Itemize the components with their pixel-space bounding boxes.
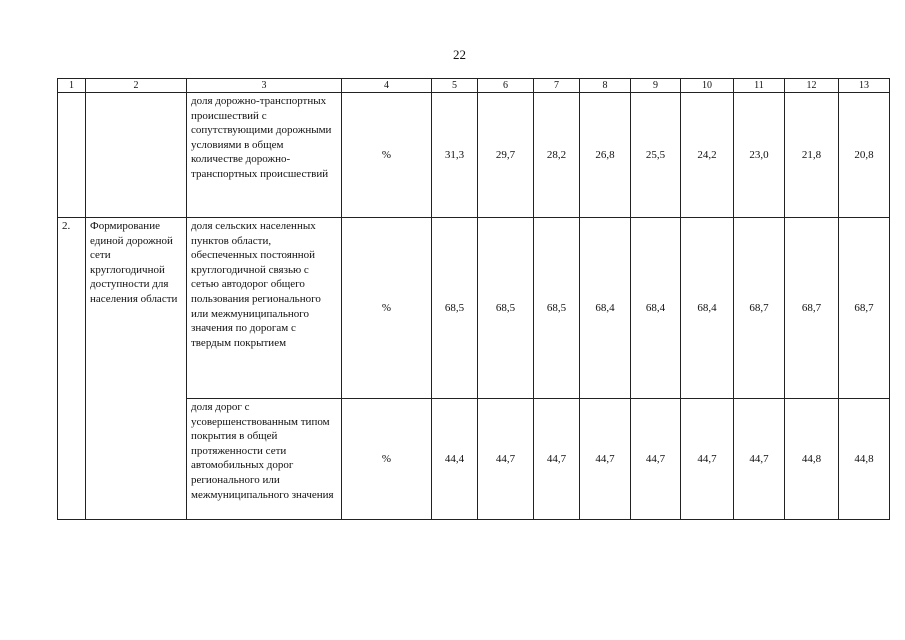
column-header: 8 (580, 79, 631, 93)
value-cell: 44,8 (785, 399, 839, 520)
value-cell: 21,8 (785, 93, 839, 218)
value-cell: 44,7 (681, 399, 734, 520)
indicators-table (57, 78, 890, 520)
indicator-cell: доля дорог с усовершенствованным типом покрытия в общей протяженности сети автомобильных дорог регионального или межмуниципального значения (187, 399, 342, 520)
value-cell: 44,4 (432, 399, 478, 520)
value-cell: 68,5 (432, 218, 478, 399)
value-cell: 31,3 (432, 93, 478, 218)
indicator-cell: доля дорожно-транспортных происшествий с сопутствующими дорожными условиями в общем количестве дорожно-транспортных происшествий (187, 93, 342, 218)
value-cell: 24,2 (681, 93, 734, 218)
page-number: 22 (453, 47, 466, 62)
value-cell: 68,4 (631, 218, 681, 399)
column-header: 7 (534, 79, 580, 93)
task-cell (86, 93, 187, 218)
column-header: 12 (785, 79, 839, 93)
row-number-cell: 2. (58, 218, 86, 520)
value-cell: 44,8 (839, 399, 890, 520)
value-cell: 68,7 (785, 218, 839, 399)
value-cell: 68,7 (734, 218, 785, 399)
value-cell: 68,4 (580, 218, 631, 399)
column-header: 10 (681, 79, 734, 93)
value-cell: 28,2 (534, 93, 580, 218)
value-cell: 44,7 (580, 399, 631, 520)
value-cell: 23,0 (734, 93, 785, 218)
column-header: 9 (631, 79, 681, 93)
unit-cell: % (342, 218, 432, 399)
value-cell: 44,7 (534, 399, 580, 520)
row-number-cell (58, 93, 86, 218)
column-header: 4 (342, 79, 432, 93)
column-header: 2 (86, 79, 187, 93)
value-cell: 68,7 (839, 218, 890, 399)
value-cell: 68,5 (534, 218, 580, 399)
column-header: 13 (839, 79, 890, 93)
value-cell: 44,7 (734, 399, 785, 520)
value-cell: 68,5 (478, 218, 534, 399)
table-row (58, 218, 890, 399)
table-row (58, 93, 890, 218)
value-cell: 44,7 (478, 399, 534, 520)
unit-cell: % (342, 399, 432, 520)
value-cell: 68,4 (681, 218, 734, 399)
column-header: 6 (478, 79, 534, 93)
unit-cell: % (342, 93, 432, 218)
column-header: 11 (734, 79, 785, 93)
value-cell: 20,8 (839, 93, 890, 218)
column-header: 1 (58, 79, 86, 93)
column-header: 3 (187, 79, 342, 93)
task-cell: Формирование единой дорожной сети круглогодичной доступности для населения области (86, 218, 187, 520)
table-header-row (58, 79, 890, 93)
value-cell: 26,8 (580, 93, 631, 218)
value-cell: 29,7 (478, 93, 534, 218)
indicator-cell: доля сельских населенных пунктов области, обеспеченных постоянной круглогодичной связью с сетью автодорог общего пользования регионального или межмуниципального значения по дорогам с твердым покрытием (187, 218, 342, 399)
value-cell: 25,5 (631, 93, 681, 218)
column-header: 5 (432, 79, 478, 93)
value-cell: 44,7 (631, 399, 681, 520)
